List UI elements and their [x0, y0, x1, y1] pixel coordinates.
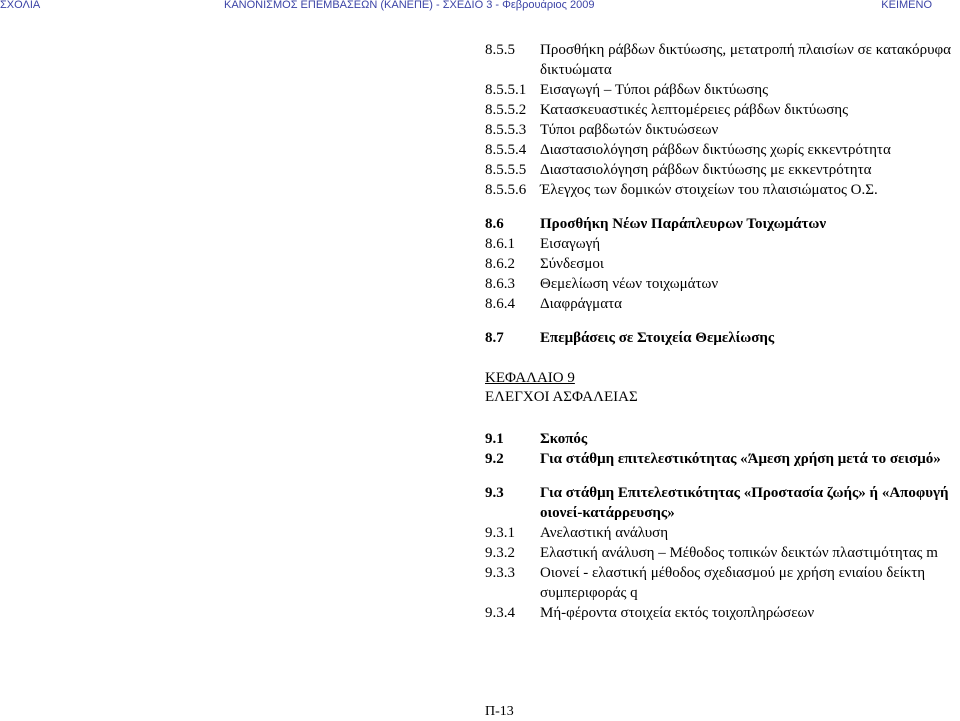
toc-entry-8-5-5-1: [485, 80, 955, 100]
toc-entry-8-5-5-4: [485, 140, 955, 160]
page-header: [0, 0, 960, 12]
header-left-label: ΣΧΟΛΙΑ: [0, 0, 41, 11]
toc-number: 9.3.4: [485, 605, 515, 621]
toc-entry-8-5-5: [485, 40, 960, 80]
toc-number: 8.6.1: [485, 236, 515, 252]
toc-number: 9.3.2: [485, 545, 515, 561]
toc-number: 9.3: [485, 485, 504, 501]
header-document-title: ΚΑΝΟΝΙΣΜΟΣ ΕΠΕΜΒΑΣΕΩΝ (ΚΑΝΕΠΕ) - ΣΧΕΔΙΟ 3 - Φεβρουάριος 2009: [224, 0, 595, 11]
toc-entry-8-6: [485, 214, 955, 234]
chapter-label: ΚΕΦΑΛΑΙΟ 9: [485, 370, 575, 386]
toc-number: 9.1: [485, 431, 504, 447]
table-of-contents: [485, 40, 955, 623]
toc-title: Σκοπός: [540, 431, 588, 447]
toc-entry-8-5-5-5: [485, 160, 955, 180]
toc-number: 8.5.5.6: [485, 182, 527, 198]
toc-title: Για στάθμη Επιτελεστικότητας «Προστασία ζωής» ή «Αποφυγή οιονεί-κατάρρευσης»: [540, 485, 949, 521]
toc-title: Προσθήκη ράβδων δικτύωσης, μετατροπή πλαισίων σε κατακόρυφα δικτυώματα: [540, 42, 952, 78]
toc-number: 8.5.5.4: [485, 142, 527, 158]
toc-title: Επεμβάσεις σε Στοιχεία Θεμελίωσης: [540, 330, 775, 346]
toc-number: 8.5.5.2: [485, 102, 527, 118]
toc-title: Για στάθμη επιτελεστικότητας «Άμεση χρήση μετά το σεισμό»: [540, 451, 941, 467]
toc-title: Σύνδεσμοι: [540, 256, 604, 272]
chapter-title: ΕΛΕΓΧΟΙ ΑΣΦΑΛΕΙΑΣ: [485, 389, 638, 405]
toc-title: Διαστασιολόγηση ράβδων δικτύωσης χωρίς εκκεντρότητα: [540, 142, 891, 158]
toc-entry-9-2: [485, 449, 960, 469]
toc-title: Προσθήκη Νέων Παράπλευρων Τοιχωμάτων: [540, 216, 827, 232]
toc-number: 8.5.5.5: [485, 162, 527, 178]
page-number: Π-13: [485, 704, 514, 719]
toc-number: 8.6.2: [485, 256, 515, 272]
toc-title: Ελαστική ανάλυση – Μέθοδος τοπικών δεικτών πλαστιμότητας m: [540, 545, 938, 561]
toc-title: Διαστασιολόγηση ράβδων δικτύωσης με εκκεντρότητα: [540, 162, 872, 178]
toc-number: 9.3.1: [485, 525, 515, 541]
toc-entry-8-5-5-6: [485, 180, 955, 200]
toc-entry-8-5-5-2: [485, 100, 955, 120]
toc-number: 8.5.5.1: [485, 82, 527, 98]
toc-number: 8.5.5: [485, 42, 515, 58]
toc-entry-9-3-2: [485, 543, 960, 563]
toc-entry-8-7: [485, 328, 955, 348]
toc-title: Εισαγωγή: [540, 236, 601, 252]
toc-title: Τύποι ραβδωτών δικτυώσεων: [540, 122, 719, 138]
toc-title: Έλεγχος των δομικών στοιχείων του πλαισιώματος Ο.Σ.: [540, 182, 878, 198]
toc-number: 8.6: [485, 216, 504, 232]
header-right-label: ΚΕΙΜΕΝΟ: [881, 0, 932, 11]
toc-title: Ανελαστική ανάλυση: [540, 525, 669, 541]
toc-entry-9-1: [485, 429, 955, 449]
toc-entry-8-6-4: [485, 294, 955, 314]
toc-number: 8.7: [485, 330, 504, 346]
toc-title: Εισαγωγή – Τύποι ράβδων δικτύωσης: [540, 82, 769, 98]
toc-entry-9-3-3: [485, 563, 960, 603]
toc-title: Θεμελίωση νέων τοιχωμάτων: [540, 276, 719, 292]
toc-title: Οιονεί - ελαστική μέθοδος σχεδιασμού με χρήση ενιαίου δείκτη συμπεριφοράς q: [540, 565, 926, 601]
toc-number: 8.6.3: [485, 276, 515, 292]
chapter-heading: [485, 369, 955, 407]
toc-title: Μή-φέροντα στοιχεία εκτός τοιχοπληρώσεων: [540, 605, 815, 621]
toc-entry-9-3-4: [485, 603, 955, 623]
toc-number: 9.3.3: [485, 565, 515, 581]
toc-number: 8.6.4: [485, 296, 515, 312]
toc-entry-8-6-2: [485, 254, 955, 274]
toc-entry-8-6-3: [485, 274, 955, 294]
toc-entry-8-5-5-3: [485, 120, 955, 140]
toc-entry-8-6-1: [485, 234, 955, 254]
toc-entry-9-3: [485, 483, 960, 523]
toc-number: 8.5.5.3: [485, 122, 527, 138]
toc-title: Κατασκευαστικές λεπτομέρειες ράβδων δικτύωσης: [540, 102, 849, 118]
toc-number: 9.2: [485, 451, 504, 467]
toc-entry-9-3-1: [485, 523, 955, 543]
toc-title: Διαφράγματα: [540, 296, 622, 312]
